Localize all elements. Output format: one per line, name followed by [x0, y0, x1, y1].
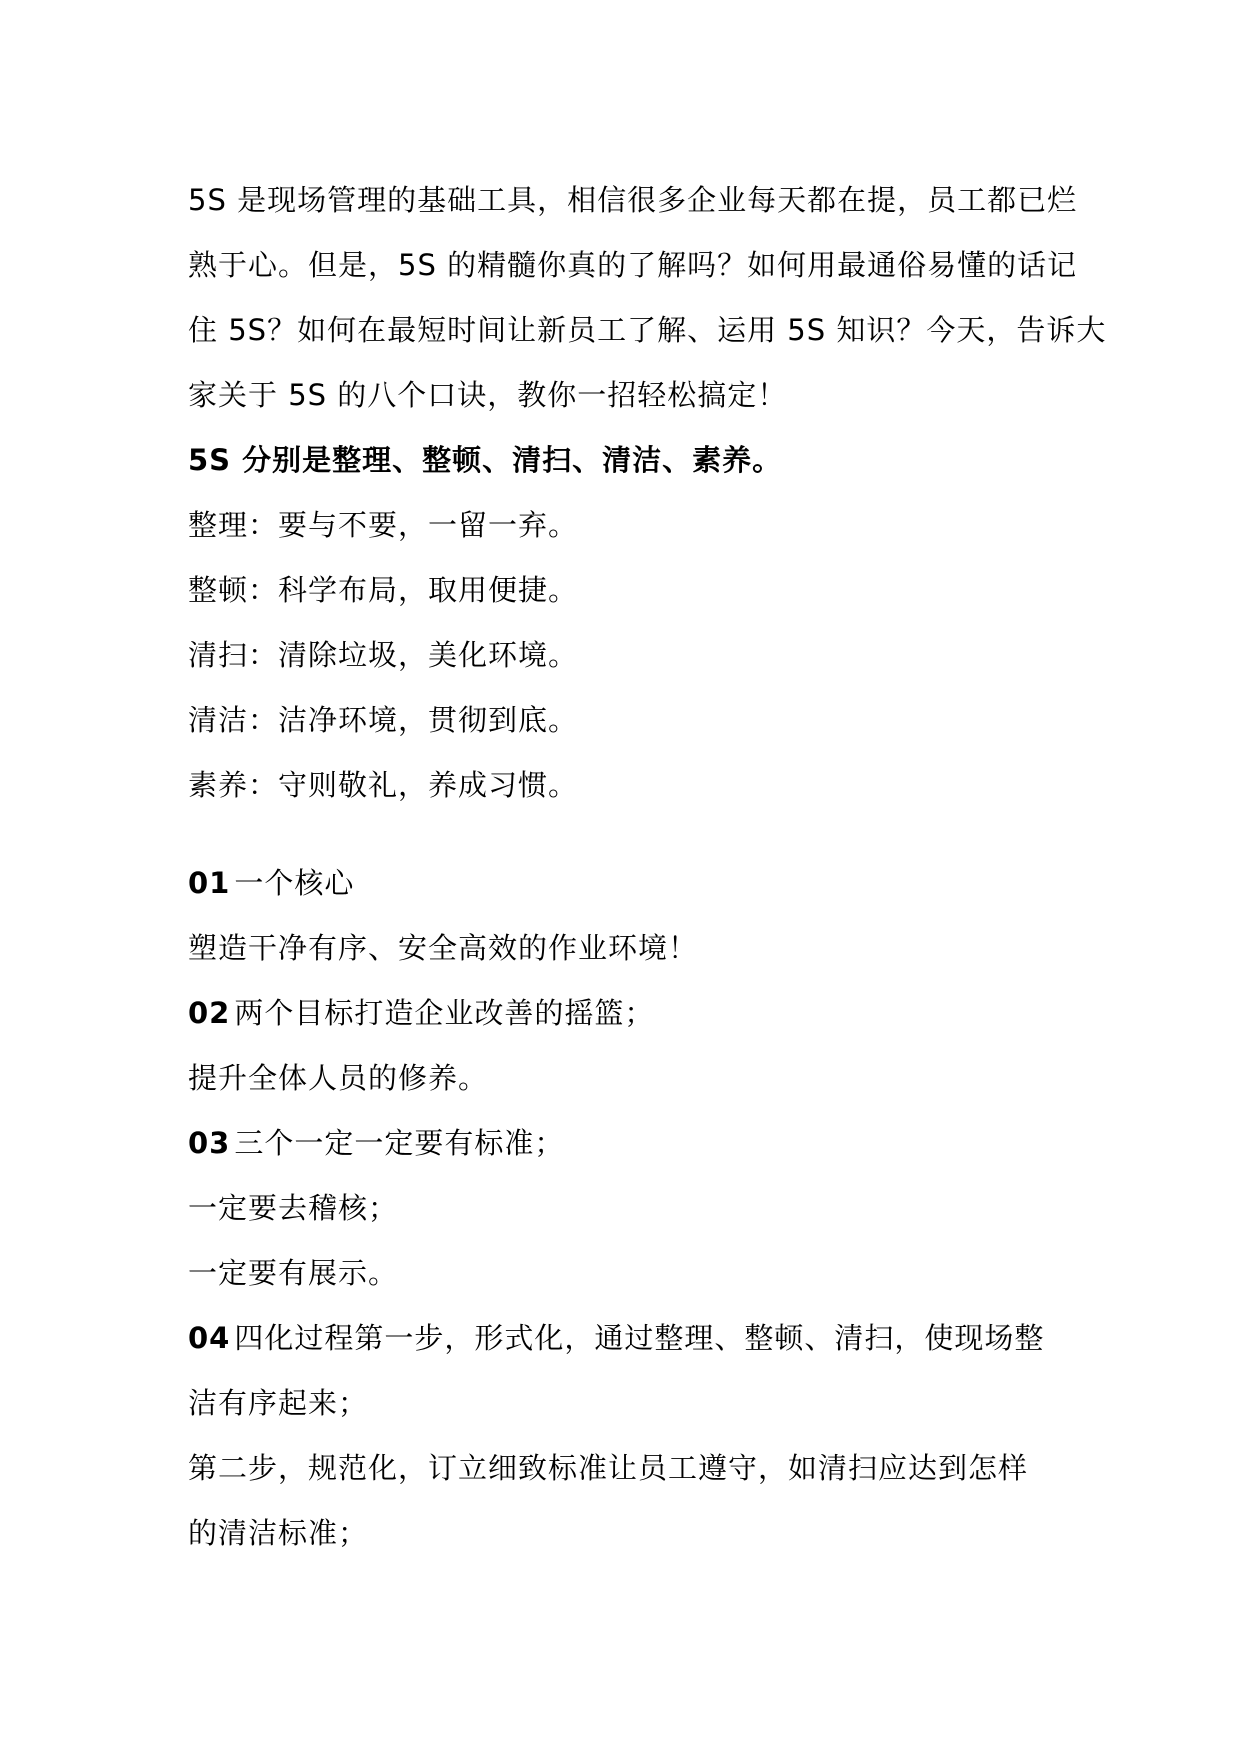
summary-item-suyang: 素养：守则敬礼，养成习惯。 — [188, 768, 579, 802]
section-title: 三个一定一定要有标准； — [234, 1126, 565, 1160]
intro-line: 住 5S？如何在最短时间让新员工了解、运用 5S 知识？今天，告诉大 — [188, 313, 1107, 347]
section-text: 第二步，规范化，订立细致标准让员工遵守，如清扫应达到怎样 — [188, 1451, 1029, 1485]
section-number: 02 — [188, 996, 231, 1030]
summary-item-qingsao: 清扫：清除垃圾，美化环境。 — [188, 638, 579, 672]
section-text: 一定要去稽核； — [188, 1191, 399, 1225]
section-heading — [188, 851, 1068, 916]
section-text: 一定要有展示。 — [188, 1256, 399, 1290]
section-title: 四化过程第一步，形式化，通过整理、整顿、清扫，使现场整 — [234, 1321, 1045, 1355]
section-03 — [188, 1111, 1068, 1306]
spacer — [188, 818, 1068, 851]
section-heading — [188, 1306, 1068, 1371]
summary-item-zhengli: 整理：要与不要，一留一弃。 — [188, 508, 579, 542]
section-text: 塑造干净有序、安全高效的作业环境！ — [188, 931, 699, 965]
section-number: 01 — [188, 866, 231, 900]
intro-line: 5S 是现场管理的基础工具，相信很多企业每天都在提，员工都已烂 — [188, 183, 1078, 217]
section-text: 的清洁标准； — [188, 1516, 369, 1550]
document-page — [188, 168, 1107, 1566]
intro-paragraph — [188, 168, 1107, 428]
section-number: 04 — [188, 1321, 231, 1355]
summary-heading: 5S 分别是整理、整顿、清扫、清洁、素养。 — [188, 443, 783, 477]
section-01 — [188, 851, 1068, 981]
summary-item-zhengdun: 整顿：科学布局，取用便捷。 — [188, 573, 579, 607]
section-title: 两个目标打造企业改善的摇篮； — [234, 996, 655, 1030]
section-heading — [188, 981, 1068, 1046]
section-title: 一个核心 — [234, 866, 355, 900]
section-text: 洁有序起来； — [188, 1386, 369, 1420]
section-04 — [188, 1306, 1068, 1566]
section-number: 03 — [188, 1126, 231, 1160]
intro-line: 熟于心。但是，5S 的精髓你真的了解吗？如何用最通俗易懂的话记 — [188, 248, 1078, 282]
section-heading — [188, 1111, 1068, 1176]
summary-list — [188, 493, 1068, 818]
section-text: 提升全体人员的修养。 — [188, 1061, 489, 1095]
section-02 — [188, 981, 1068, 1111]
intro-line: 家关于 5S 的八个口诀，教你一招轻松搞定！ — [188, 378, 788, 412]
summary-item-qingjie: 清洁：洁净环境，贯彻到底。 — [188, 703, 579, 737]
